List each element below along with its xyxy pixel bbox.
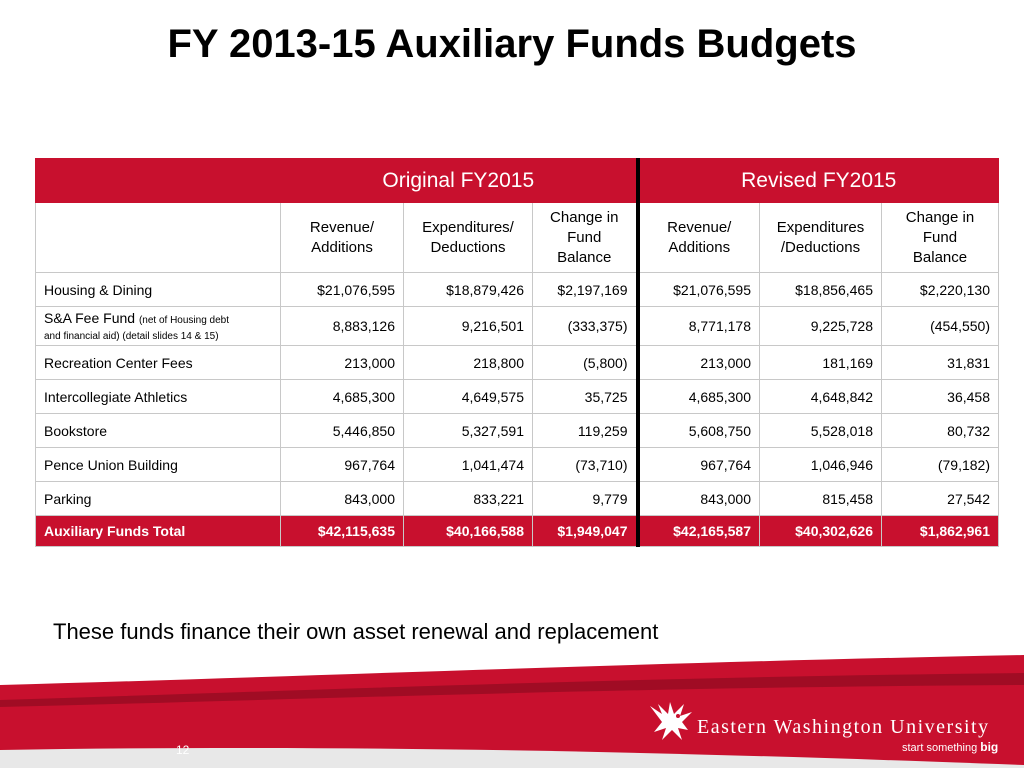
column-header: Revenue/ Additions: [281, 203, 404, 273]
table-cell: $21,076,595: [638, 273, 760, 307]
row-label: Intercollegiate Athletics: [36, 380, 281, 414]
table-cell: 5,446,850: [281, 414, 404, 448]
column-header-row: [36, 203, 999, 273]
table-cell: 9,225,728: [760, 307, 882, 346]
table-cell: 27,542: [882, 482, 999, 516]
slide-caption: These funds finance their own asset renewal and replacement: [53, 619, 659, 644]
table-cell: 31,831: [882, 346, 999, 380]
table-cell: 9,779: [533, 482, 638, 516]
total-row: [36, 516, 999, 547]
table-cell: 5,608,750: [638, 414, 760, 448]
table-cell: 8,883,126: [281, 307, 404, 346]
tagline-start: start something: [902, 742, 978, 754]
table-cell: 4,685,300: [638, 380, 760, 414]
total-cell: $1,862,961: [882, 516, 999, 547]
table-row: [36, 273, 999, 307]
table-cell: 181,169: [760, 346, 882, 380]
row-label: Housing & Dining: [36, 273, 281, 307]
row-note: and financial aid) (detail slides 14 & 15): [44, 331, 219, 342]
table-row: [36, 448, 999, 482]
column-header: Expenditures /Deductions: [760, 203, 882, 273]
eagle-logo-icon: [648, 700, 694, 742]
table-cell: (454,550): [882, 307, 999, 346]
table-cell: 8,771,178: [638, 307, 760, 346]
university-name: Eastern Washington University: [697, 716, 990, 738]
table-cell: 4,685,300: [281, 380, 404, 414]
table-cell: (73,710): [533, 448, 638, 482]
row-label: Pence Union Building: [36, 448, 281, 482]
header-corner: [36, 159, 281, 203]
table-cell: 1,041,474: [404, 448, 533, 482]
table-row: [36, 482, 999, 516]
table-row: [36, 346, 999, 380]
table-cell: $18,879,426: [404, 273, 533, 307]
column-header: Change in Fund Balance: [533, 203, 638, 273]
table-cell: 35,725: [533, 380, 638, 414]
table-cell: 218,800: [404, 346, 533, 380]
table-cell: 833,221: [404, 482, 533, 516]
row-label: Parking: [36, 482, 281, 516]
budget-table: [35, 158, 999, 547]
table-cell: 1,046,946: [760, 448, 882, 482]
column-header: Change in Fund Balance: [882, 203, 999, 273]
table-row: [36, 307, 999, 346]
table-cell: 4,648,842: [760, 380, 882, 414]
total-cell: $40,166,588: [404, 516, 533, 547]
table-cell: (79,182): [882, 448, 999, 482]
row-label-text: S&A Fee Fund: [44, 310, 136, 326]
table-cell: 4,649,575: [404, 380, 533, 414]
table-cell: 213,000: [281, 346, 404, 380]
group-header-original: Original FY2015: [281, 159, 638, 203]
column-header: Expenditures/ Deductions: [404, 203, 533, 273]
table-cell: 80,732: [882, 414, 999, 448]
row-label: [36, 307, 281, 346]
row-label: Bookstore: [36, 414, 281, 448]
group-header-row: [36, 159, 999, 203]
table-cell: 843,000: [638, 482, 760, 516]
total-cell: $42,115,635: [281, 516, 404, 547]
table-cell: 9,216,501: [404, 307, 533, 346]
table-row: [36, 380, 999, 414]
table-cell: 967,764: [281, 448, 404, 482]
tagline-end: big: [980, 740, 999, 754]
table-cell: 36,458: [882, 380, 999, 414]
total-label: Auxiliary Funds Total: [36, 516, 281, 547]
table-cell: (333,375): [533, 307, 638, 346]
table-cell: 5,528,018: [760, 414, 882, 448]
footer-swoosh: [0, 655, 1024, 768]
group-header-revised: Revised FY2015: [638, 159, 999, 203]
page-number: 12: [176, 743, 190, 757]
column-header-blank: [36, 203, 281, 273]
table-row: [36, 414, 999, 448]
slide-title: FY 2013-15 Auxiliary Funds Budgets: [167, 22, 857, 66]
table-cell: $2,197,169: [533, 273, 638, 307]
table-cell: 815,458: [760, 482, 882, 516]
table-cell: 119,259: [533, 414, 638, 448]
total-cell: $42,165,587: [638, 516, 760, 547]
table-cell: $18,856,465: [760, 273, 882, 307]
table-cell: 967,764: [638, 448, 760, 482]
total-cell: $1,949,047: [533, 516, 638, 547]
tagline: [902, 740, 998, 754]
table-cell: $21,076,595: [281, 273, 404, 307]
table-cell: 213,000: [638, 346, 760, 380]
table-cell: $2,220,130: [882, 273, 999, 307]
row-note: (net of Housing debt: [138, 315, 230, 326]
table-cell: (5,800): [533, 346, 638, 380]
row-label: Recreation Center Fees: [36, 346, 281, 380]
total-cell: $40,302,626: [760, 516, 882, 547]
column-header: Revenue/ Additions: [638, 203, 760, 273]
table-cell: 5,327,591: [404, 414, 533, 448]
table-cell: 843,000: [281, 482, 404, 516]
